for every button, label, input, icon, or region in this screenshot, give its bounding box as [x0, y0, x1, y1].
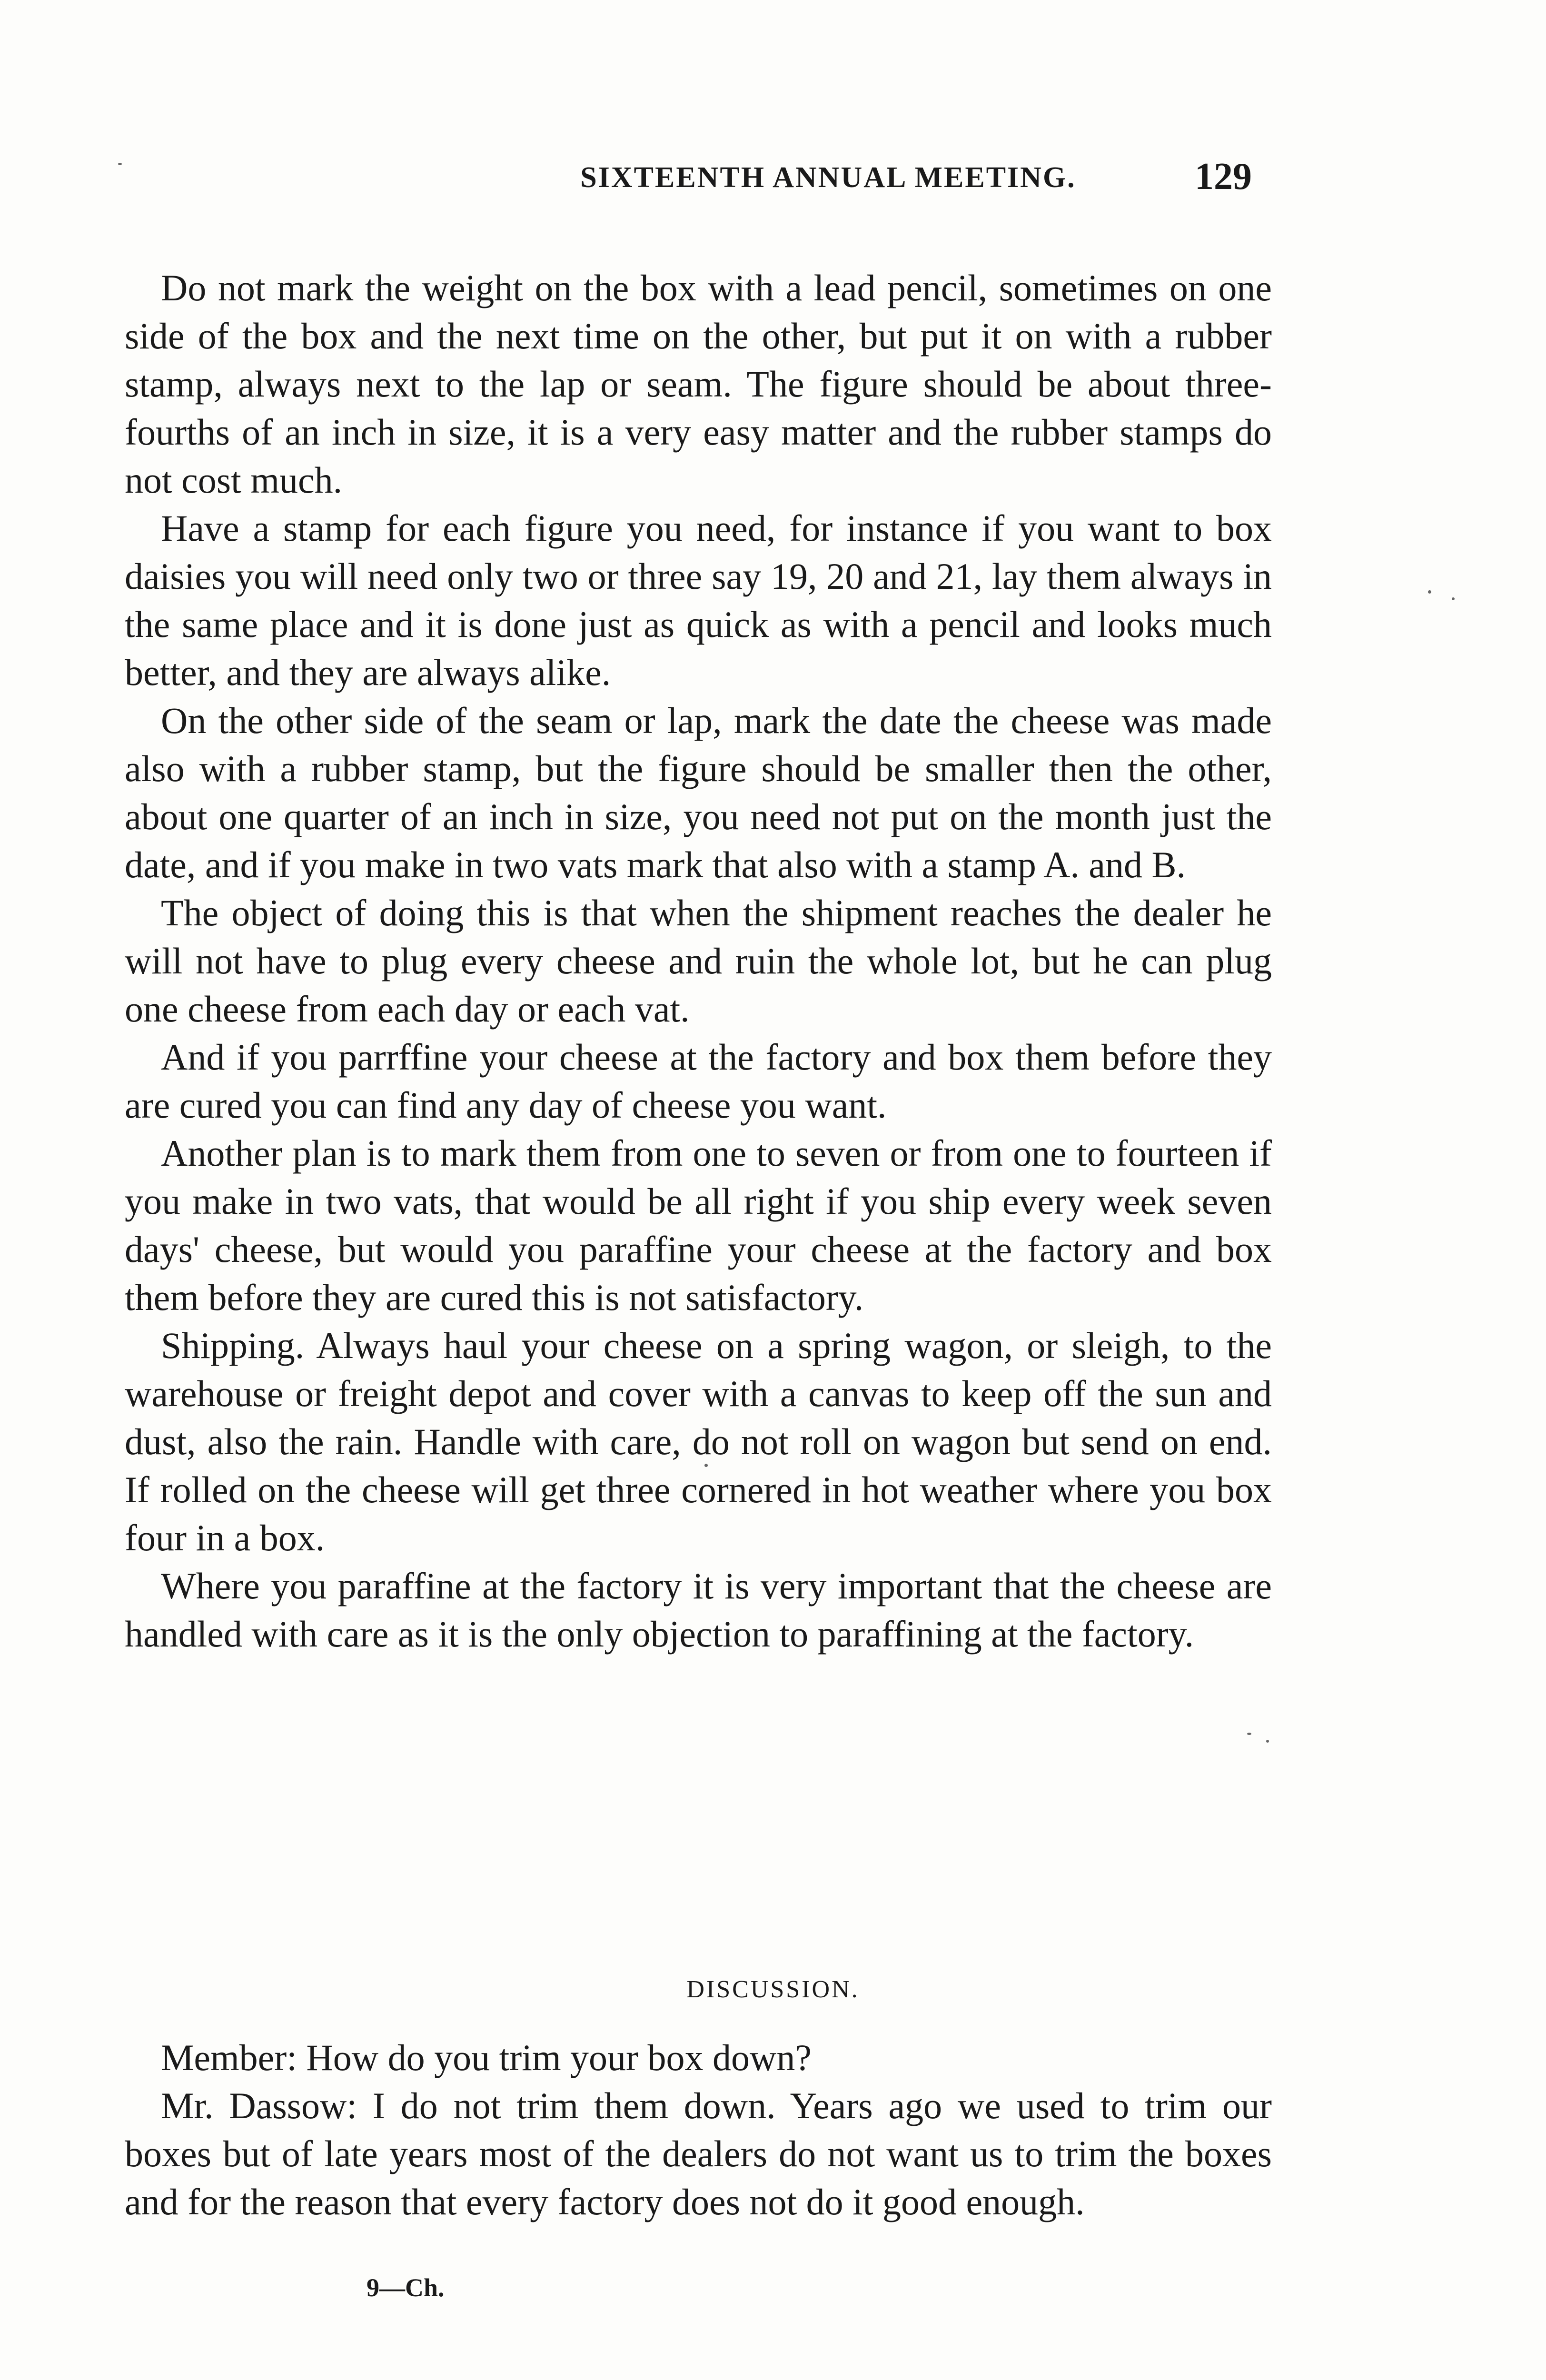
printer-signature: 9—Ch. — [367, 2273, 445, 2302]
scan-speck — [704, 1464, 708, 1467]
scan-speck — [1452, 597, 1455, 600]
discussion-paragraph: Member: How do you trim your box down? — [161, 2037, 812, 2078]
paragraph: Do not mark the weight on the box with a lead pencil, sometimes on one side of the box and the next time on the other, but put it on with a rubber stamp, always next to the lap or seam. The figure should be about three-fourths of an inch in size, it is a very easy matter and the rubber stamps do not cost much. — [125, 267, 1272, 501]
discussion-heading: DISCUSSION. — [686, 1976, 860, 2003]
scan-speck — [1428, 590, 1431, 594]
paragraph: Another plan is to mark them from one to seven or from one to fourteen if you make in two vats, that would be all right if you ship every week seven days' cheese, but would you paraffine your cheese at the factory and box them before they are cured this is not satisfactory. — [125, 1132, 1272, 1318]
page-number: 129 — [1195, 156, 1252, 198]
body-text — [125, 264, 1272, 1658]
running-header: SIXTEENTH ANNUAL MEETING. — [580, 161, 1076, 194]
discussion-paragraph: Mr. Dassow: I do not trim them down. Years ago we used to trim our boxes but of late years most of the dealers do not want us to trim the boxes and for the reason that every factory does not do it good enough. — [125, 2085, 1272, 2222]
paragraph: Have a stamp for each figure you need, for instance if you want to box daisies you will need only two or three say 19, 20 and 21, lay them always in the same place and it is done just as quick as with a pencil and looks much better, and they are always alike. — [125, 507, 1272, 693]
discussion-text — [125, 2033, 1272, 2226]
paragraph: Shipping. Always haul your cheese on a spring wagon, or sleigh, to the warehouse or freight depot and cover with a canvas to keep off the sun and dust, also the rain. Handle with care, do not roll on wagon but send on end. If rolled on the cheese will get three cornered in hot weather where you box four in a box. — [125, 1325, 1272, 1558]
scan-speck — [1247, 1733, 1251, 1735]
paragraph: On the other side of the seam or lap, mark the date the cheese was made also with a rubber stamp, but the figure should be smaller then the other, about one quarter of an inch in size, you need not put on the month just the date, and if you make in two vats mark that also with a stamp A. and B. — [125, 700, 1272, 885]
paragraph: Where you paraffine at the factory it is very important that the cheese are handled with care as it is the only objection to paraffining at the factory. — [125, 1565, 1272, 1655]
scan-speck — [118, 163, 122, 165]
paragraph: And if you parrffine your cheese at the factory and box them before they are cured you can find any day of cheese you want. — [125, 1036, 1272, 1126]
paragraph: The object of doing this is that when the shipment reaches the dealer he will not have to plug every cheese and ruin the whole lot, but he can plug one cheese from each day or each vat. — [125, 892, 1272, 1030]
scan-speck — [1266, 1740, 1269, 1743]
